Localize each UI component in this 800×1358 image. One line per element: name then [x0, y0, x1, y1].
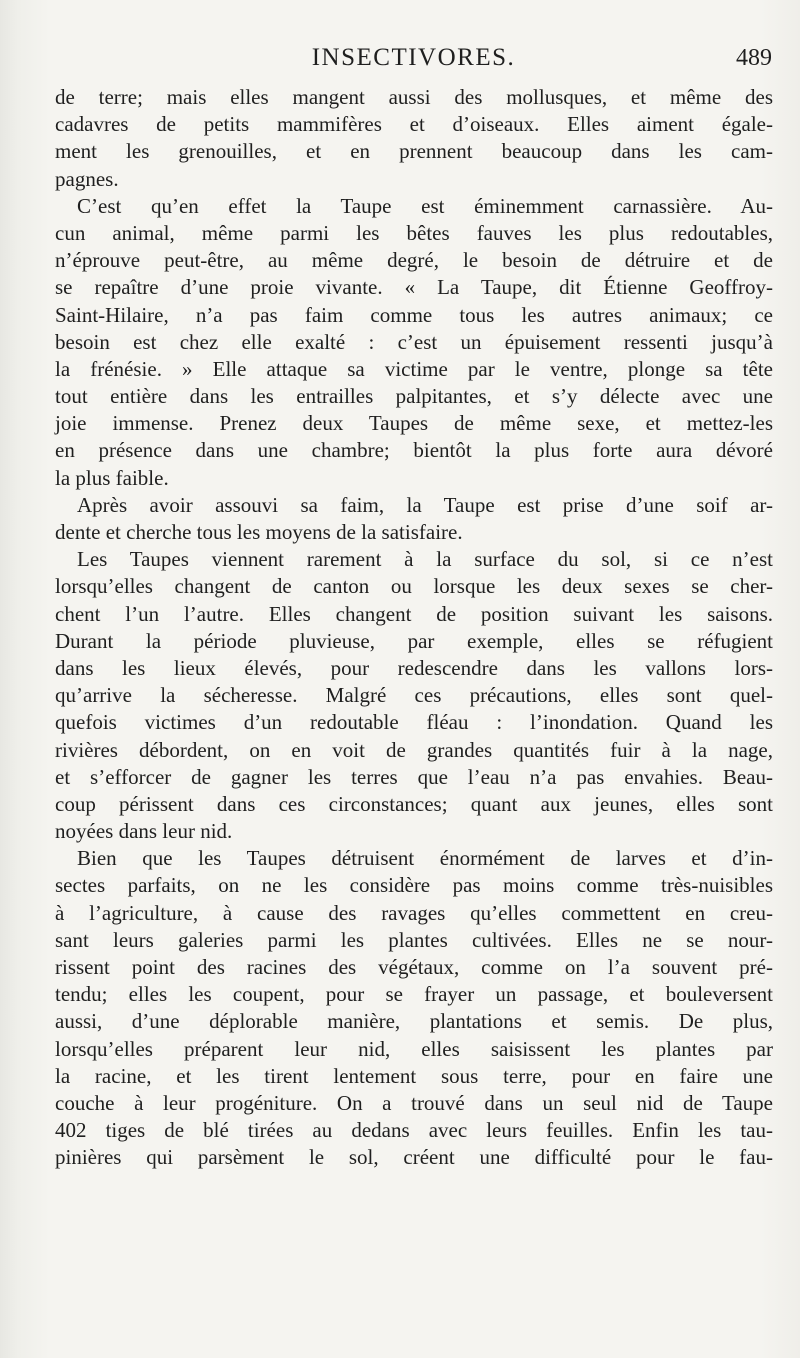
text-line: cun animal, même parmi les bêtes fauves les plus redoutables, — [55, 220, 773, 245]
text-line: la frénésie. » Elle attaque sa victime par le ventre, plonge sa tête — [55, 356, 773, 381]
text-line: joie immense. Prenez deux Taupes de même sexe, et mettez-les — [55, 411, 773, 436]
text-line: Durant la période pluvieuse, par exemple, elles se réfugient — [55, 628, 773, 653]
text-line: Après avoir assouvi sa faim, la Taupe est prise d’une soif ar- — [77, 492, 773, 517]
text-line: pagnes. — [55, 166, 119, 191]
text-line: ment les grenouilles, et en prennent beaucoup dans les cam- — [55, 139, 773, 164]
text-line: besoin est chez elle exalté : c’est un épuisement ressenti jusqu’à — [55, 329, 773, 354]
text-line: 402 tiges de blé tirées au dedans avec leurs feuilles. Enfin les tau- — [55, 1118, 773, 1143]
text-line: sant leurs galeries parmi les plantes cultivées. Elles ne se nour- — [55, 927, 773, 952]
text-line: la racine, et les tirent lentement sous terre, pour en faire une — [55, 1063, 773, 1088]
text-line: la plus faible. — [55, 465, 169, 490]
text-line: qu’arrive la sécheresse. Malgré ces précautions, elles sont quel- — [55, 683, 773, 708]
text-line: pinières qui parsèment le sol, créent une difficulté pour le fau- — [55, 1145, 773, 1170]
text-line: noyées dans leur nid. — [55, 819, 233, 844]
page-header — [55, 44, 772, 78]
text-line: lorsqu’elles préparent leur nid, elles saisissent les plantes par — [55, 1036, 773, 1061]
text-line: Saint-Hilaire, n’a pas faim comme tous les autres animaux; ce — [55, 302, 773, 327]
text-line: lorsqu’elles changent de canton ou lorsque les deux sexes se cher- — [55, 574, 773, 599]
text-line: rissent point des racines des végétaux, comme on l’a souvent pré- — [55, 955, 773, 979]
text-line: Bien que les Taupes détruisent énormément de larves et d’in- — [77, 846, 773, 871]
text-line: chent l’un l’autre. Elles changent de position suivant les saisons. — [55, 601, 773, 626]
text-line: dans les lieux élevés, pour redescendre dans les vallons lors- — [55, 655, 773, 680]
text-line: se repaître d’une proie vivante. « La Taupe, dit Étienne Geoffroy- — [55, 275, 773, 300]
text-line: n’éprouve peut-être, au même degré, le besoin de détruire et de — [55, 248, 773, 273]
text-line: cadavres de petits mammifères et d’oiseaux. Elles aiment égale- — [55, 112, 773, 137]
text-line: Les Taupes viennent rarement à la surface du sol, si ce n’est — [77, 547, 773, 572]
text-line: tendu; elles les coupent, pour se frayer un passage, et bouleversent — [55, 982, 773, 1007]
text-line: couche à leur progéniture. On a trouvé dans un seul nid de Taupe — [55, 1090, 773, 1115]
running-head: INSECTIVORES. — [311, 44, 516, 71]
text-line: et s’efforcer de gagner les terres que l’eau n’a pas envahies. Beau- — [55, 764, 773, 789]
text-line: sectes parfaits, on ne les considère pas moins comme très-nuisibles — [55, 873, 773, 898]
text-line: aussi, d’une déplorable manière, plantations et semis. De plus, — [55, 1009, 773, 1034]
text-line: à l’agriculture, à cause des ravages qu’elles commettent en creu- — [55, 900, 773, 925]
text-line: de terre; mais elles mangent aussi des mollusques, et même des — [55, 85, 773, 109]
text-line: quefois victimes d’un redoutable fléau : l’inondation. Quand les — [55, 710, 773, 735]
text-line: en présence dans une chambre; bientôt la plus forte aura dévoré — [55, 438, 773, 463]
body-text — [55, 84, 773, 1172]
text-line: tout entière dans les entrailles palpitantes, et s’y délecte avec une — [55, 384, 773, 409]
text-line: rivières débordent, on en voit de grandes quantités fuir à la nage, — [55, 737, 773, 762]
text-line: C’est qu’en effet la Taupe est éminemment carnassière. Au- — [77, 193, 773, 218]
page-number: 489 — [736, 45, 772, 71]
text-line: coup périssent dans ces circonstances; quant aux jeunes, elles sont — [55, 791, 773, 816]
text-line: dente et cherche tous les moyens de la satisfaire. — [55, 520, 463, 544]
